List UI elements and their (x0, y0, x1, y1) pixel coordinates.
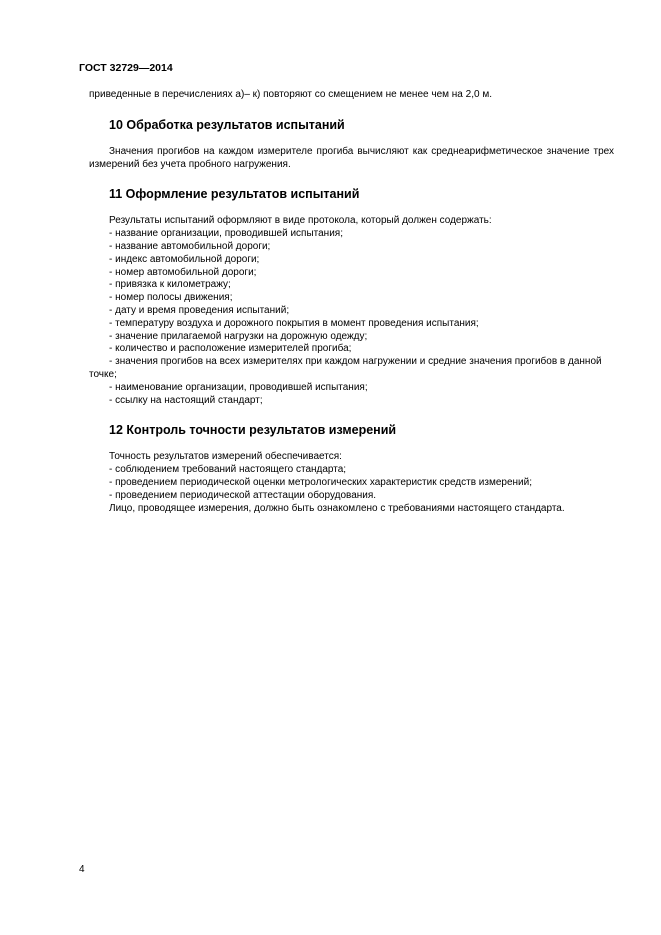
list-item: - значение прилагаемой нагрузки на дорожную одежду; (109, 330, 368, 342)
list-item: - количество и расположение измерителей прогиба; (109, 343, 352, 355)
list-item: - номер автомобильной дороги; (109, 266, 257, 278)
section-title: 10 Обработка результатов испытаний (109, 117, 345, 132)
document-header: ГОСТ 32729—2014 (79, 62, 173, 74)
section-lead: Результаты испытаний оформляют в виде протокола, который должен содержать: (109, 215, 492, 227)
section-closing: Лицо, проводящее измерения, должно быть ознакомлено с требованиями настоящего стандарта. (109, 502, 565, 514)
list-item: - номер полосы движения; (109, 292, 233, 304)
section-11 (89, 186, 614, 407)
list-item: - температуру воздуха и дорожного покрытия в момент проведения испытания; (109, 317, 479, 329)
section-lead: Точность результатов измерений обеспечивается: (109, 451, 342, 463)
intro-line: приведенные в перечислениях а)– к) повторяют со смещением не менее чем на 2,0 м. (89, 89, 492, 100)
section-title: 11 Оформление результатов испытаний (109, 187, 360, 202)
section-title: 12 Контроль точности результатов измерений (109, 423, 397, 438)
section-10 (89, 117, 614, 172)
list-item: - соблюдением требований настоящего стандарта; (109, 464, 347, 476)
section-paragraph: Значения прогибов на каждом измерителе прогиба вычисляют как среднеарифметическое значение трех измерений без учета пробного нагружения. (89, 145, 614, 170)
list-item: - дату и время проведения испытаний; (109, 304, 290, 316)
document-body (89, 89, 614, 515)
list-item: - наименование организации, проводившей испытания; (109, 381, 368, 393)
list-item: - ссылку на настоящий стандарт; (109, 394, 263, 406)
list-item: - значения прогибов на всех измерителях при каждом нагружении и средние значения прогибов в данной точке; (89, 356, 602, 380)
list-item: - проведением периодической аттестации оборудования. (109, 489, 377, 501)
list-item: - название автомобильной дороги; (109, 240, 271, 252)
list-item: - название организации, проводившей испытания; (109, 228, 343, 240)
section-12 (89, 422, 614, 515)
list-item: - индекс автомобильной дороги; (109, 253, 260, 265)
list-item: - привязка к километражу; (109, 279, 231, 291)
list-item: - проведением периодической оценки метрологических характеристик средств измерений; (109, 476, 532, 488)
page-number: 4 (79, 864, 85, 875)
